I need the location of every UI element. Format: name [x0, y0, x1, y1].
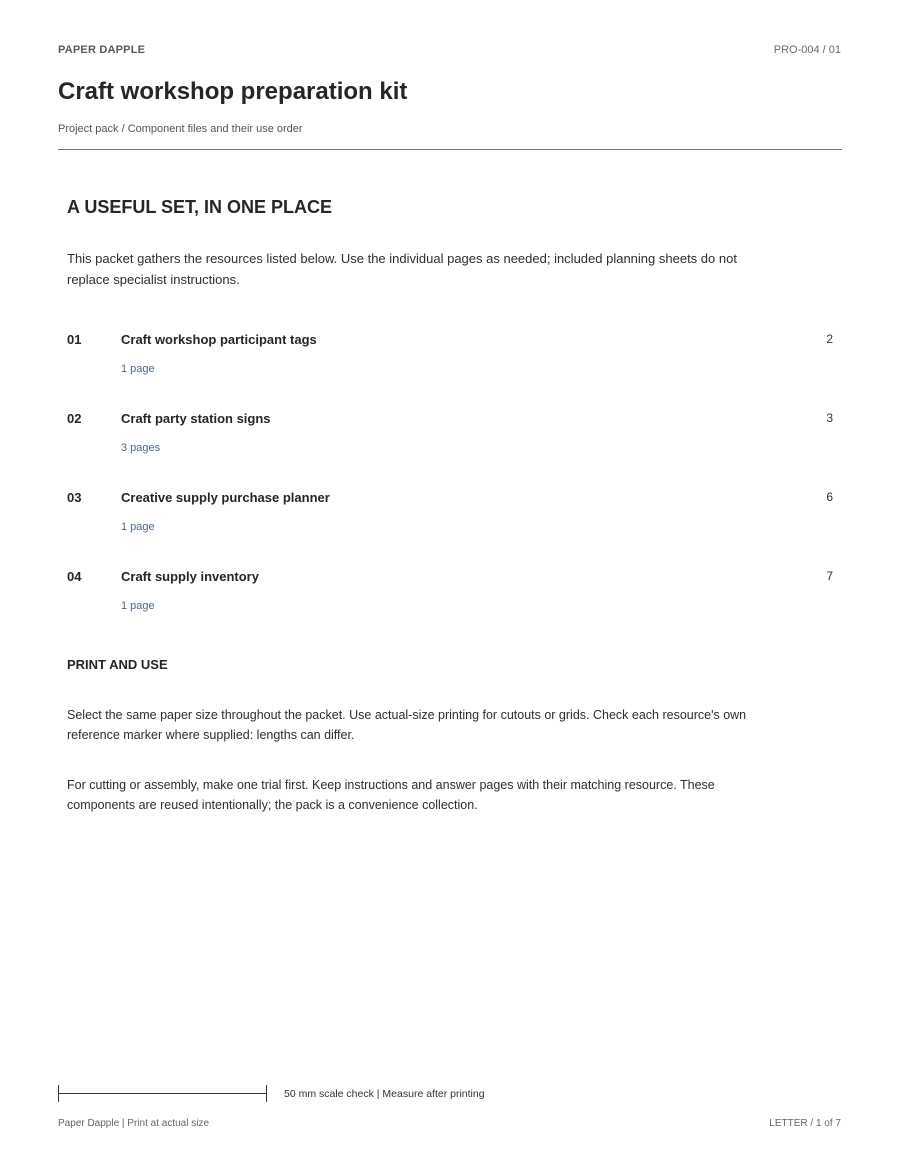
print-paragraph-2: For cutting or assembly, make one trial first. Keep instructions and answer pages with their matching resource. These components are reused intentionally; the pack is a convenience collection.	[67, 778, 715, 812]
intro-paragraph: This packet gathers the resources listed below. Use the individual pages as needed; included planning sheets do not replace specialist instructions.	[67, 251, 737, 287]
contents-item-number: 02	[67, 411, 82, 426]
contents-item-number: 04	[67, 569, 82, 584]
contents-item-number: 01	[67, 332, 82, 347]
footer-left-text: Paper Dapple | Print at actual size	[58, 1118, 210, 1129]
contents-item-page-count: 1 page	[121, 363, 155, 375]
contents-item[interactable]	[67, 569, 833, 619]
footer-page-info: LETTER / 1 of 7	[769, 1118, 841, 1129]
scale-check-label: 50 mm scale check | Measure after printing	[284, 1088, 485, 1100]
contents-item-title: Craft supply inventory	[121, 569, 259, 584]
contents-item[interactable]	[67, 332, 833, 382]
contents-item-number: 03	[67, 490, 82, 505]
page-title: Craft workshop preparation kit	[58, 78, 408, 105]
print-heading: PRINT AND USE	[67, 657, 168, 672]
intro-heading: A USEFUL SET, IN ONE PLACE	[67, 197, 333, 217]
header-divider	[58, 149, 842, 150]
contents-item-page-number: 7	[826, 569, 833, 583]
contents-item-page-count: 1 page	[121, 600, 155, 612]
document-code: PRO-004 / 01	[773, 44, 841, 56]
contents-item-page-count: 3 pages	[121, 442, 161, 454]
scale-bar-tick-right	[266, 1085, 267, 1102]
contents-item-page-count: 1 page	[121, 521, 155, 533]
page-subtitle: Project pack / Component files and their use order	[58, 123, 303, 135]
contents-item[interactable]	[67, 490, 833, 540]
contents-item-title: Craft party station signs	[121, 411, 271, 426]
contents-item[interactable]	[67, 411, 833, 461]
contents-item-page-number: 2	[826, 332, 833, 346]
scale-bar-tick-left	[58, 1085, 59, 1102]
contents-item-page-number: 6	[826, 490, 833, 504]
contents-item-title: Craft workshop participant tags	[121, 332, 317, 347]
scale-bar	[58, 1085, 267, 1102]
contents-item-title: Creative supply purchase planner	[121, 490, 330, 505]
print-paragraph-1: Select the same paper size throughout the packet. Use actual-size printing for cutouts or grids. Check each resource's own reference marker where supplied: lengths can differ.	[67, 708, 747, 742]
brand-label: PAPER DAPPLE	[58, 44, 146, 56]
contents-item-page-number: 3	[826, 411, 833, 425]
scale-bar-line	[58, 1093, 267, 1094]
